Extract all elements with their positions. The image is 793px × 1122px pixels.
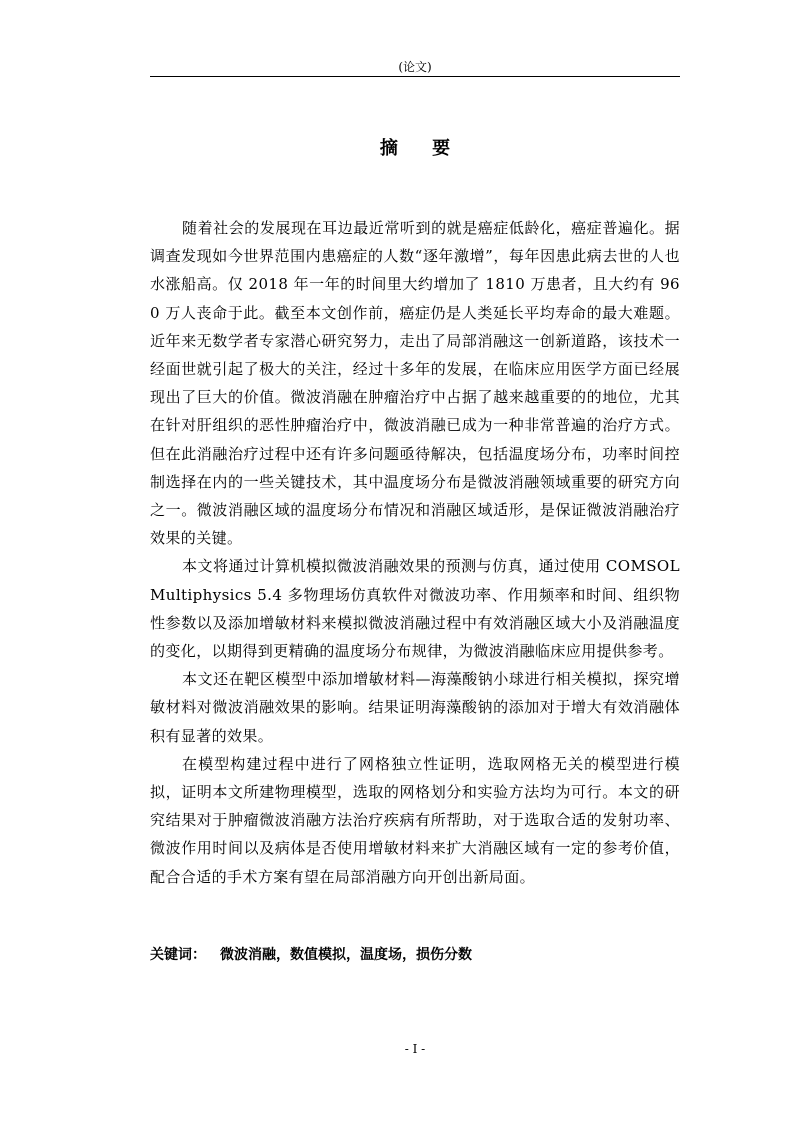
abstract-paragraph-2: 本文将通过计算机模拟微波消融效果的预测与仿真，通过使用 COMSOL Multiphysics 5.4 多物理场仿真软件对微波功率、作用频率和时间、组织物性参数以及添加增敏材料来模拟微波消融过程中有效消融区域大小及消融温度的变化，以期得到更精确的温度场分布规律，为微波消融临床应用提供参考。: [150, 557, 680, 661]
abstract-paragraph-4: 在模型构建过程中进行了网格独立性证明，选取网格无关的模型进行模拟，证明本文所建物理模型，选取的网格划分和实验方法均为可行。本文的研究结果对于肿瘤微波消融方法治疗疾病有所帮助，对于选取合适的发射功率、微波作用时间以及病体是否使用增敏材料来扩大消融区域有一定的参考价值，配合合适的手术方案有望在局部消融方向开创出新局面。: [150, 754, 680, 886]
abstract-paragraph-3: 本文还在靶区模型中添加增敏材料—海藻酸钠小球进行相关模拟，探究增敏材料对微波消融效果的影响。结果证明海藻酸钠的添加对于增大有效消融体积有显著的效果。: [150, 670, 680, 745]
page-number: - I -: [404, 1042, 426, 1056]
abstract-paragraph-1: 随着社会的发展现在耳边最近常听到的就是癌症低龄化，癌症普遍化。据调查发现如今世界范围内患癌症的人数“逐年激增”，每年因患此病去世的人也水涨船高。仅 2018 年一年的时间里大约增加了 1810 万患者，且大约有 960 万人丧命于此。截至本文创作前，癌症仍是人类延长平均寿命的最大难题。近年来无数学者专家潜心研究努力，走出了局部消融这一创新道路，该技术一经面世就引起了极大的关注，经过十多年的发展，在临床应用医学方面已经展现出了巨大的价值。微波消融在肿瘤治疗中占据了越来越重要的的地位，尤其在针对肝组织的恶性肿瘤治疗中，微波消融已成为一种非常普遍的治疗方式。但在此消融治疗过程中还有许多问题亟待解决，包括温度场分布，功率时间控制选择在内的一些关键技术，其中温度场分布是微波消融领域重要的研究方向之一。微波消融区域的温度场分布情况和消融区域适形，是保证微波消融治疗效果的关键。: [150, 219, 680, 548]
keywords-line: [150, 944, 680, 966]
keywords-label: 关键词：: [150, 947, 206, 963]
abstract-title: 摘 要: [379, 138, 465, 159]
abstract-body: [150, 214, 680, 891]
keywords-value: 微波消融，数值模拟，温度场，损伤分数: [220, 947, 472, 963]
running-header: (论文): [398, 60, 432, 74]
header-rule: [150, 76, 680, 77]
